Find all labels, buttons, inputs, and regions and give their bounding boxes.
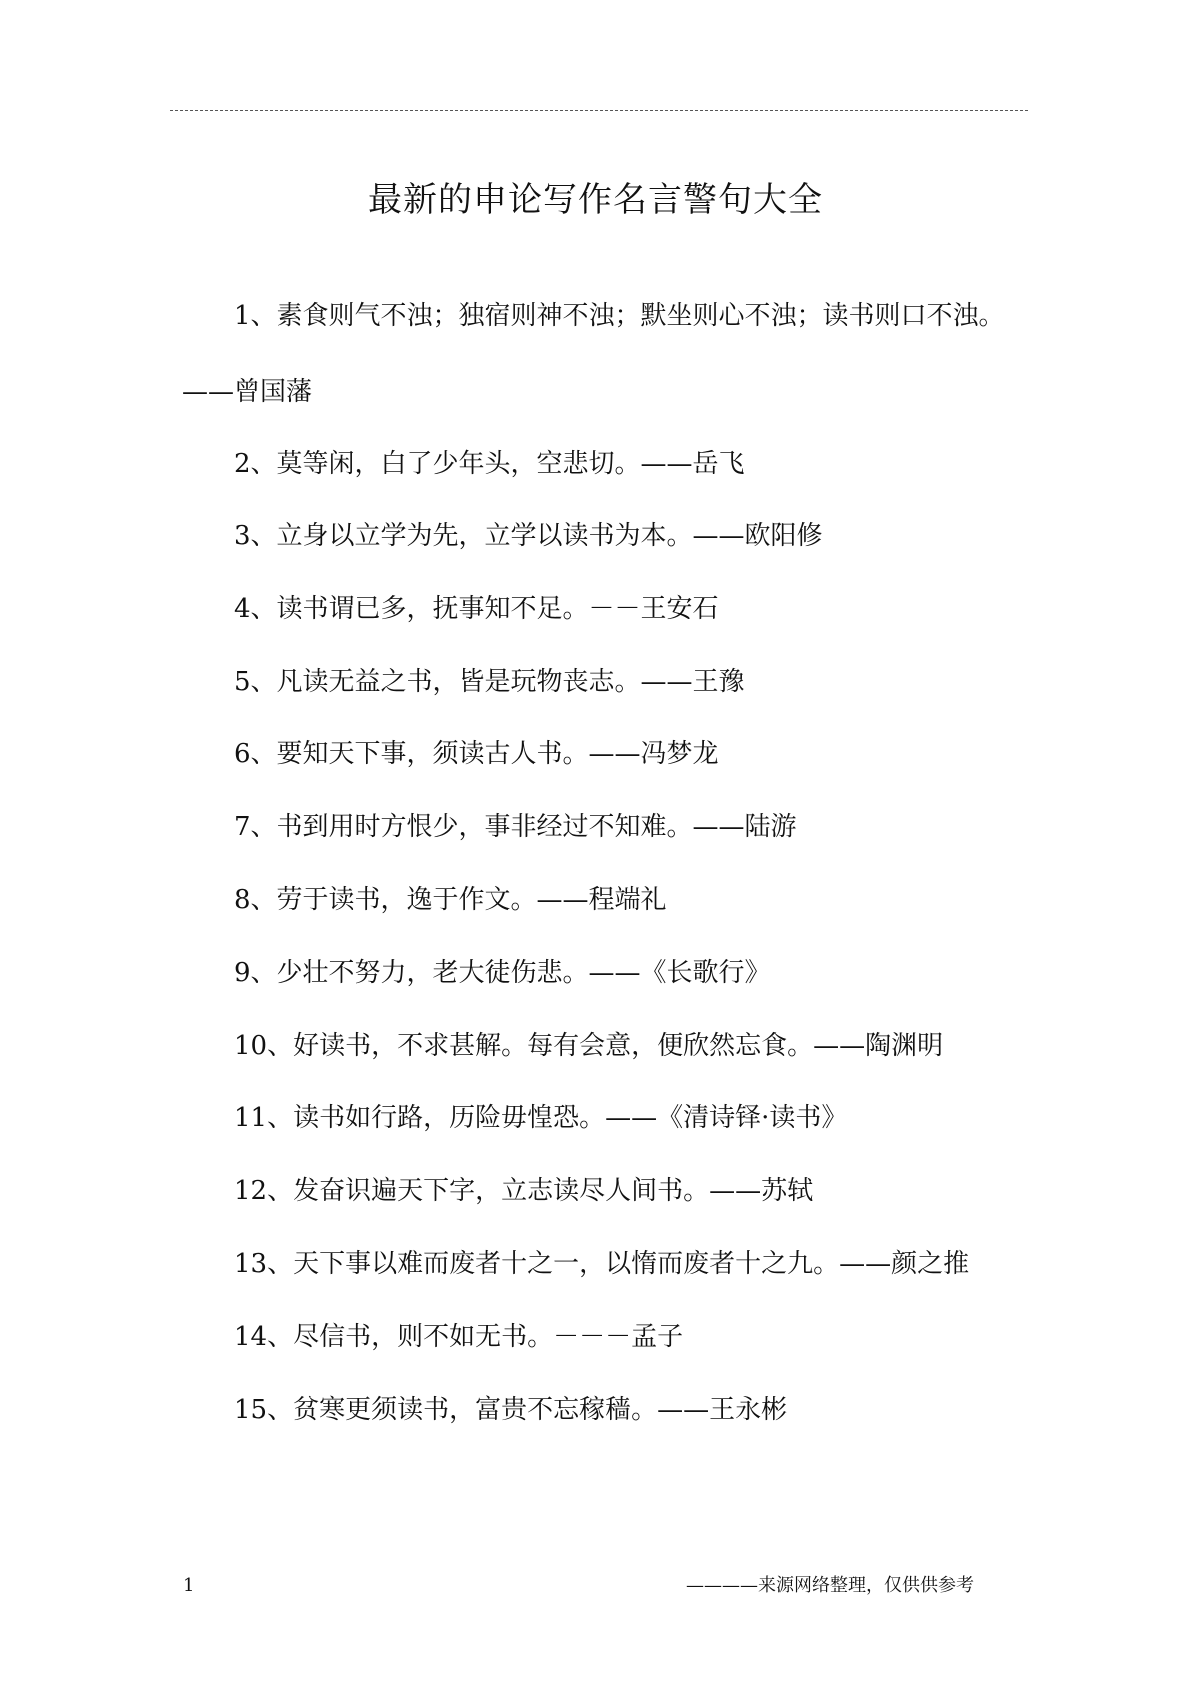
quote-item-12: 12、发奋识遍天下字，立志读尽人间书。——苏轼	[234, 1176, 814, 1206]
quote-item-7: 7、书到用时方恨少，事非经过不知难。——陆游	[234, 812, 797, 842]
quote-item-2: 2、莫等闲，白了少年头，空悲切。——岳飞	[234, 449, 745, 479]
quote-item-13: 13、天下事以难而废者十之一，以惰而废者十之九。——颜之推	[234, 1249, 970, 1279]
document-title: 最新的申论写作名言警句大全	[368, 180, 823, 220]
page-number: 1	[183, 1575, 195, 1596]
header-divider	[170, 110, 1028, 111]
quote-item-14: 14、尽信书，则不如无书。－－－孟子	[234, 1322, 684, 1352]
quote-item-8: 8、劳于读书，逸于作文。——程端礼	[234, 885, 667, 915]
quote-item-11: 11、读书如行路，历险毋惶恐。——《清诗铎·读书》	[234, 1103, 848, 1133]
quote-item-4: 4、读书谓已多，抚事知不足。－－王安石	[234, 594, 719, 624]
quote-item-6: 6、要知天下事，须读古人书。——冯梦龙	[234, 739, 719, 769]
quote-item-10: 10、好读书，不求甚解。每有会意，便欣然忘食。——陶渊明	[234, 1031, 944, 1061]
quote-item-1: 1、素食则气不浊；独宿则神不浊；默坐则心不浊；读书则口不浊。——曾国藩	[182, 301, 1005, 407]
quote-item-9: 9、少壮不努力，老大徒伤悲。——《长歌行》	[234, 958, 771, 988]
quote-item-5: 5、凡读无益之书，皆是玩物丧志。——王豫	[234, 667, 745, 697]
quote-item-15: 15、贫寒更须读书，富贵不忘稼穑。——王永彬	[234, 1395, 788, 1425]
footer-source-note: ————来源网络整理，仅供供参考	[686, 1575, 974, 1596]
quote-item-3: 3、立身以立学为先，立学以读书为本。——欧阳修	[234, 521, 823, 551]
